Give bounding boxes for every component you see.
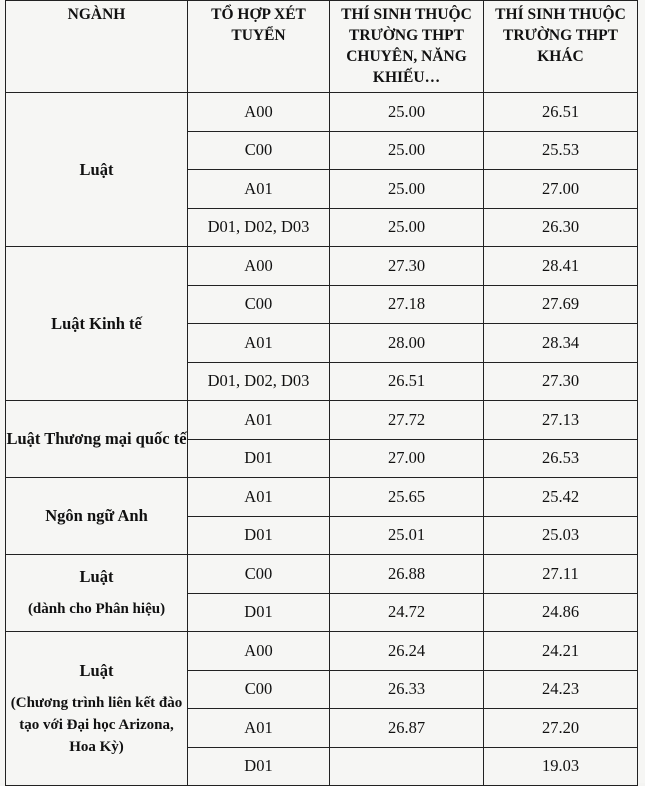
major-name: Luật Kinh tế — [51, 313, 142, 333]
specialized-school-score-cell: 26.33 — [330, 670, 484, 709]
other-school-score-cell: 27.00 — [484, 170, 638, 209]
header-combination: TỔ HỢP XÉT TUYỂN — [188, 1, 330, 93]
major-name-cell — [6, 555, 188, 632]
specialized-school-score-cell: 24.72 — [330, 593, 484, 632]
specialized-school-score-cell: 27.18 — [330, 285, 484, 324]
specialized-school-score-cell: 26.24 — [330, 632, 484, 671]
specialized-school-score-cell: 27.00 — [330, 439, 484, 478]
other-school-score-cell: 26.53 — [484, 439, 638, 478]
other-school-score-cell: 24.21 — [484, 632, 638, 671]
combination-cell: A01 — [188, 170, 330, 209]
combination-cell: A00 — [188, 247, 330, 286]
table-row — [6, 247, 638, 286]
other-school-score-cell: 25.42 — [484, 478, 638, 517]
header-specialized-school: THÍ SINH THUỘC TRƯỜNG THPT CHUYÊN, NĂNG KHIẾU… — [330, 1, 484, 93]
other-school-score-cell: 28.41 — [484, 247, 638, 286]
major-name-cell — [6, 401, 188, 478]
major-note: (Chương trình liên kết đào tạo với Đại học Arizona, Hoa Kỳ) — [10, 694, 183, 755]
other-school-score-cell: 24.86 — [484, 593, 638, 632]
header-other-school: THÍ SINH THUỘC TRƯỜNG THPT KHÁC — [484, 1, 638, 93]
specialized-school-score-cell: 25.65 — [330, 478, 484, 517]
combination-cell: C00 — [188, 131, 330, 170]
other-school-score-cell: 26.51 — [484, 93, 638, 132]
other-school-score-cell: 27.69 — [484, 285, 638, 324]
other-school-score-cell: 24.23 — [484, 670, 638, 709]
major-name: Luật — [79, 567, 114, 586]
major-name-cell — [6, 478, 188, 555]
combination-cell: D01 — [188, 593, 330, 632]
specialized-school-score-cell: 26.51 — [330, 362, 484, 401]
major-name-cell — [6, 632, 188, 786]
major-name: Ngôn ngữ Anh — [45, 506, 148, 525]
combination-cell: A01 — [188, 478, 330, 517]
table-row — [6, 632, 638, 671]
combination-cell: C00 — [188, 670, 330, 709]
major-name: Luật Thương mại quốc tế — [6, 429, 187, 448]
combination-cell: C00 — [188, 555, 330, 594]
table-row — [6, 555, 638, 594]
specialized-school-score-cell: 27.72 — [330, 401, 484, 440]
other-school-score-cell: 27.13 — [484, 401, 638, 440]
specialized-school-score-cell: 26.87 — [330, 709, 484, 748]
major-name: Luật — [79, 660, 114, 680]
table-row — [6, 401, 638, 440]
table-row — [6, 93, 638, 132]
combination-cell: D01 — [188, 747, 330, 786]
table-header-row — [6, 1, 638, 93]
other-school-score-cell: 28.34 — [484, 324, 638, 363]
combination-cell: D01, D02, D03 — [188, 208, 330, 247]
combination-cell: D01 — [188, 439, 330, 478]
table-row — [6, 478, 638, 517]
admission-scores-table — [5, 0, 638, 786]
table-body — [6, 93, 638, 786]
specialized-school-score-cell: 25.00 — [330, 208, 484, 247]
major-note: (dành cho Phân hiệu) — [27, 601, 166, 617]
other-school-score-cell: 27.20 — [484, 709, 638, 748]
specialized-school-score-cell: 27.30 — [330, 247, 484, 286]
major-name-cell — [6, 93, 188, 247]
specialized-school-score-cell: 25.00 — [330, 170, 484, 209]
other-school-score-cell: 25.53 — [484, 131, 638, 170]
other-school-score-cell: 27.11 — [484, 555, 638, 594]
combination-cell: C00 — [188, 285, 330, 324]
header-major: NGÀNH — [6, 1, 188, 93]
other-school-score-cell: 25.03 — [484, 516, 638, 555]
other-school-score-cell: 19.03 — [484, 747, 638, 786]
combination-cell: D01 — [188, 516, 330, 555]
combination-cell: A01 — [188, 324, 330, 363]
specialized-school-score-cell: 25.00 — [330, 93, 484, 132]
specialized-school-score-cell: 25.01 — [330, 516, 484, 555]
combination-cell: A00 — [188, 93, 330, 132]
combination-cell: A00 — [188, 632, 330, 671]
specialized-school-score-cell: 25.00 — [330, 131, 484, 170]
major-name-cell — [6, 247, 188, 401]
specialized-school-score-cell: 26.88 — [330, 555, 484, 594]
specialized-school-score-cell: 28.00 — [330, 324, 484, 363]
major-name: Luật — [79, 159, 114, 179]
other-school-score-cell: 27.30 — [484, 362, 638, 401]
other-school-score-cell: 26.30 — [484, 208, 638, 247]
combination-cell: D01, D02, D03 — [188, 362, 330, 401]
combination-cell: A01 — [188, 709, 330, 748]
combination-cell: A01 — [188, 401, 330, 440]
specialized-school-score-cell — [330, 747, 484, 786]
